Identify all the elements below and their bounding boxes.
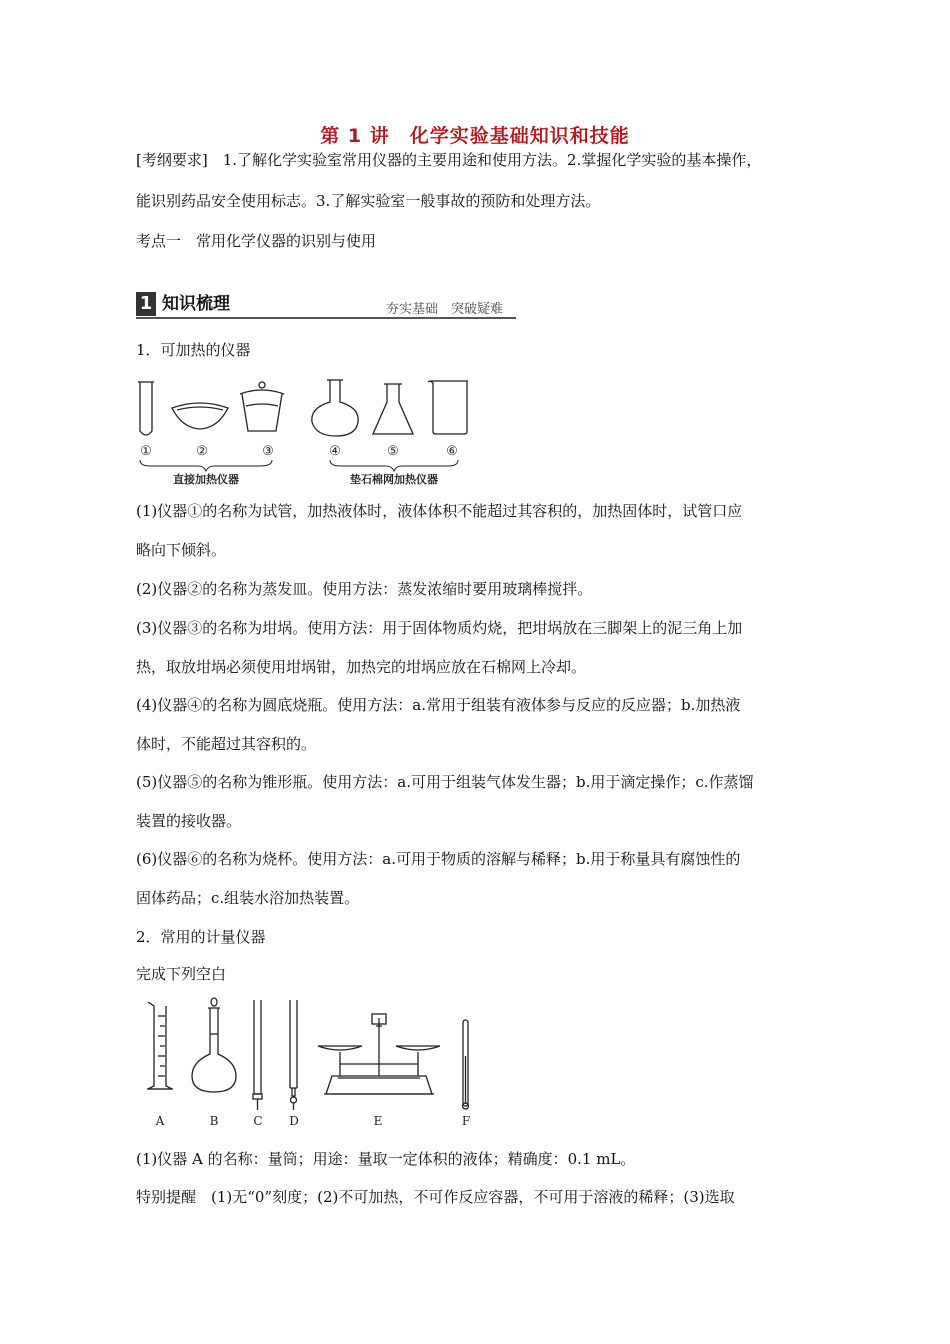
label-B: B — [209, 1114, 219, 1128]
item-4-line-2: 体时，不能超过其容积的。 — [136, 735, 317, 753]
item-2-line-1: (2)仪器②的名称为蒸发皿。使用方法：蒸发浓缩时要用玻璃棒搅拌。 — [136, 580, 593, 598]
acid-burette-icon — [253, 1000, 262, 1110]
instrument-number-2: ② — [196, 444, 208, 459]
syllabus-line-2: 能识别药品安全使用标志。3.了解实验室一般事故的预防和处理方法。 — [136, 192, 601, 210]
base-burette-icon — [290, 1000, 297, 1110]
syllabus-line-1: [考纲要求] 1.了解化学实验室常用仪器的主要用途和使用方法。2.掌握化学实验的基本操作， — [136, 151, 762, 169]
instrument-number-6: ⑥ — [446, 444, 458, 459]
item-5-line-1: (5)仪器⑤的名称为锥形瓶。使用方法：a.可用于组装气体发生器；b.用于滴定操作；c.作蒸馏 — [136, 773, 754, 791]
item-1-line-2: 略向下倾斜。 — [136, 541, 227, 559]
graduated-cylinder-icon — [147, 1002, 173, 1089]
label-D: D — [289, 1114, 299, 1128]
item-3-line-1: (3)仪器③的名称为坩埚。使用方法：用于固体物质灼烧，把坩埚放在三脚架上的泥三角上加 — [136, 619, 743, 637]
item-5-line-2: 装置的接收器。 — [136, 812, 242, 830]
group-brackets — [140, 460, 458, 471]
volumetric-flask-icon — [192, 998, 236, 1092]
label-E: E — [373, 1114, 383, 1128]
item-3-line-2: 热，取放坩埚必须使用坩埚钳，加热完的坩埚应放在石棉网上冷却。 — [136, 658, 587, 676]
instrument-number-3: ③ — [262, 444, 274, 459]
item-3 — [136, 617, 826, 678]
heading-measuring-instruments: 2．常用的计量仪器 — [136, 928, 266, 946]
test-tube-icon — [140, 382, 152, 435]
section-header — [136, 290, 516, 320]
item-4-line-1: (4)仪器④的名称为圆底烧瓶。使用方法：a.常用于组装有液体参与反应的反应器；b.加热液 — [136, 696, 741, 714]
item-6-line-1: (6)仪器⑥的名称为烧杯。使用方法：a.可用于物质的溶解与稀释；b.用于称量具有腐蚀性的 — [136, 850, 741, 868]
thermometer-icon — [463, 1020, 469, 1109]
item-1-line-1: (1)仪器①的名称为试管，加热液体时，液体体积不能超过其容积的，加热固体时，试管口应 — [136, 502, 743, 520]
heading-heatable-instruments: 1．可加热的仪器 — [136, 341, 251, 359]
label-A: A — [155, 1114, 165, 1128]
page-title: 第 1 讲 化学实验基础知识和技能 — [320, 125, 630, 147]
round-bottom-flask-icon — [312, 380, 358, 436]
crucible-icon — [240, 382, 284, 431]
item-1 — [136, 500, 826, 561]
gauze-heating-label: 垫石棉网加热仪器 — [350, 473, 438, 486]
beaker-icon — [428, 381, 468, 434]
platform-balance-icon — [318, 1014, 440, 1094]
special-tip: 特别提醒 (1)无“0”刻度；(2)不可加热，不可作反应容器，不可用于溶液的稀释；(3)选取 — [136, 1188, 735, 1206]
instrument-number-4: ④ — [329, 444, 341, 459]
item-2 — [136, 578, 826, 600]
exam-point-heading: 考点一 常用化学仪器的识别与使用 — [136, 232, 377, 250]
section-rule — [136, 317, 516, 319]
label-C: C — [253, 1114, 263, 1128]
item-4 — [136, 694, 826, 755]
measuring-instruments-figure — [140, 996, 485, 1131]
item-6-line-2: 固体药品；c.组装水浴加热装置。 — [136, 889, 360, 907]
label-F: F — [461, 1114, 471, 1128]
instrument-number-1: ① — [140, 444, 152, 459]
section-number: 1 — [136, 292, 156, 316]
item-5 — [136, 771, 826, 832]
conical-flask-icon — [373, 384, 413, 434]
blank-prompt: 完成下列空白 — [136, 965, 227, 983]
direct-heating-label: 直接加热仪器 — [173, 473, 239, 486]
instrument-number-5: ⑤ — [387, 444, 399, 459]
item-A-description: (1)仪器 A 的名称：量筒；用途：量取一定体积的液体；精确度：0.1 mL。 — [136, 1150, 636, 1168]
section-subtitle: 夯实基础 突破疑难 — [386, 302, 504, 317]
section-title: 知识梳理 — [162, 294, 230, 314]
item-6 — [136, 848, 826, 909]
heatable-instruments-figure — [130, 374, 480, 489]
